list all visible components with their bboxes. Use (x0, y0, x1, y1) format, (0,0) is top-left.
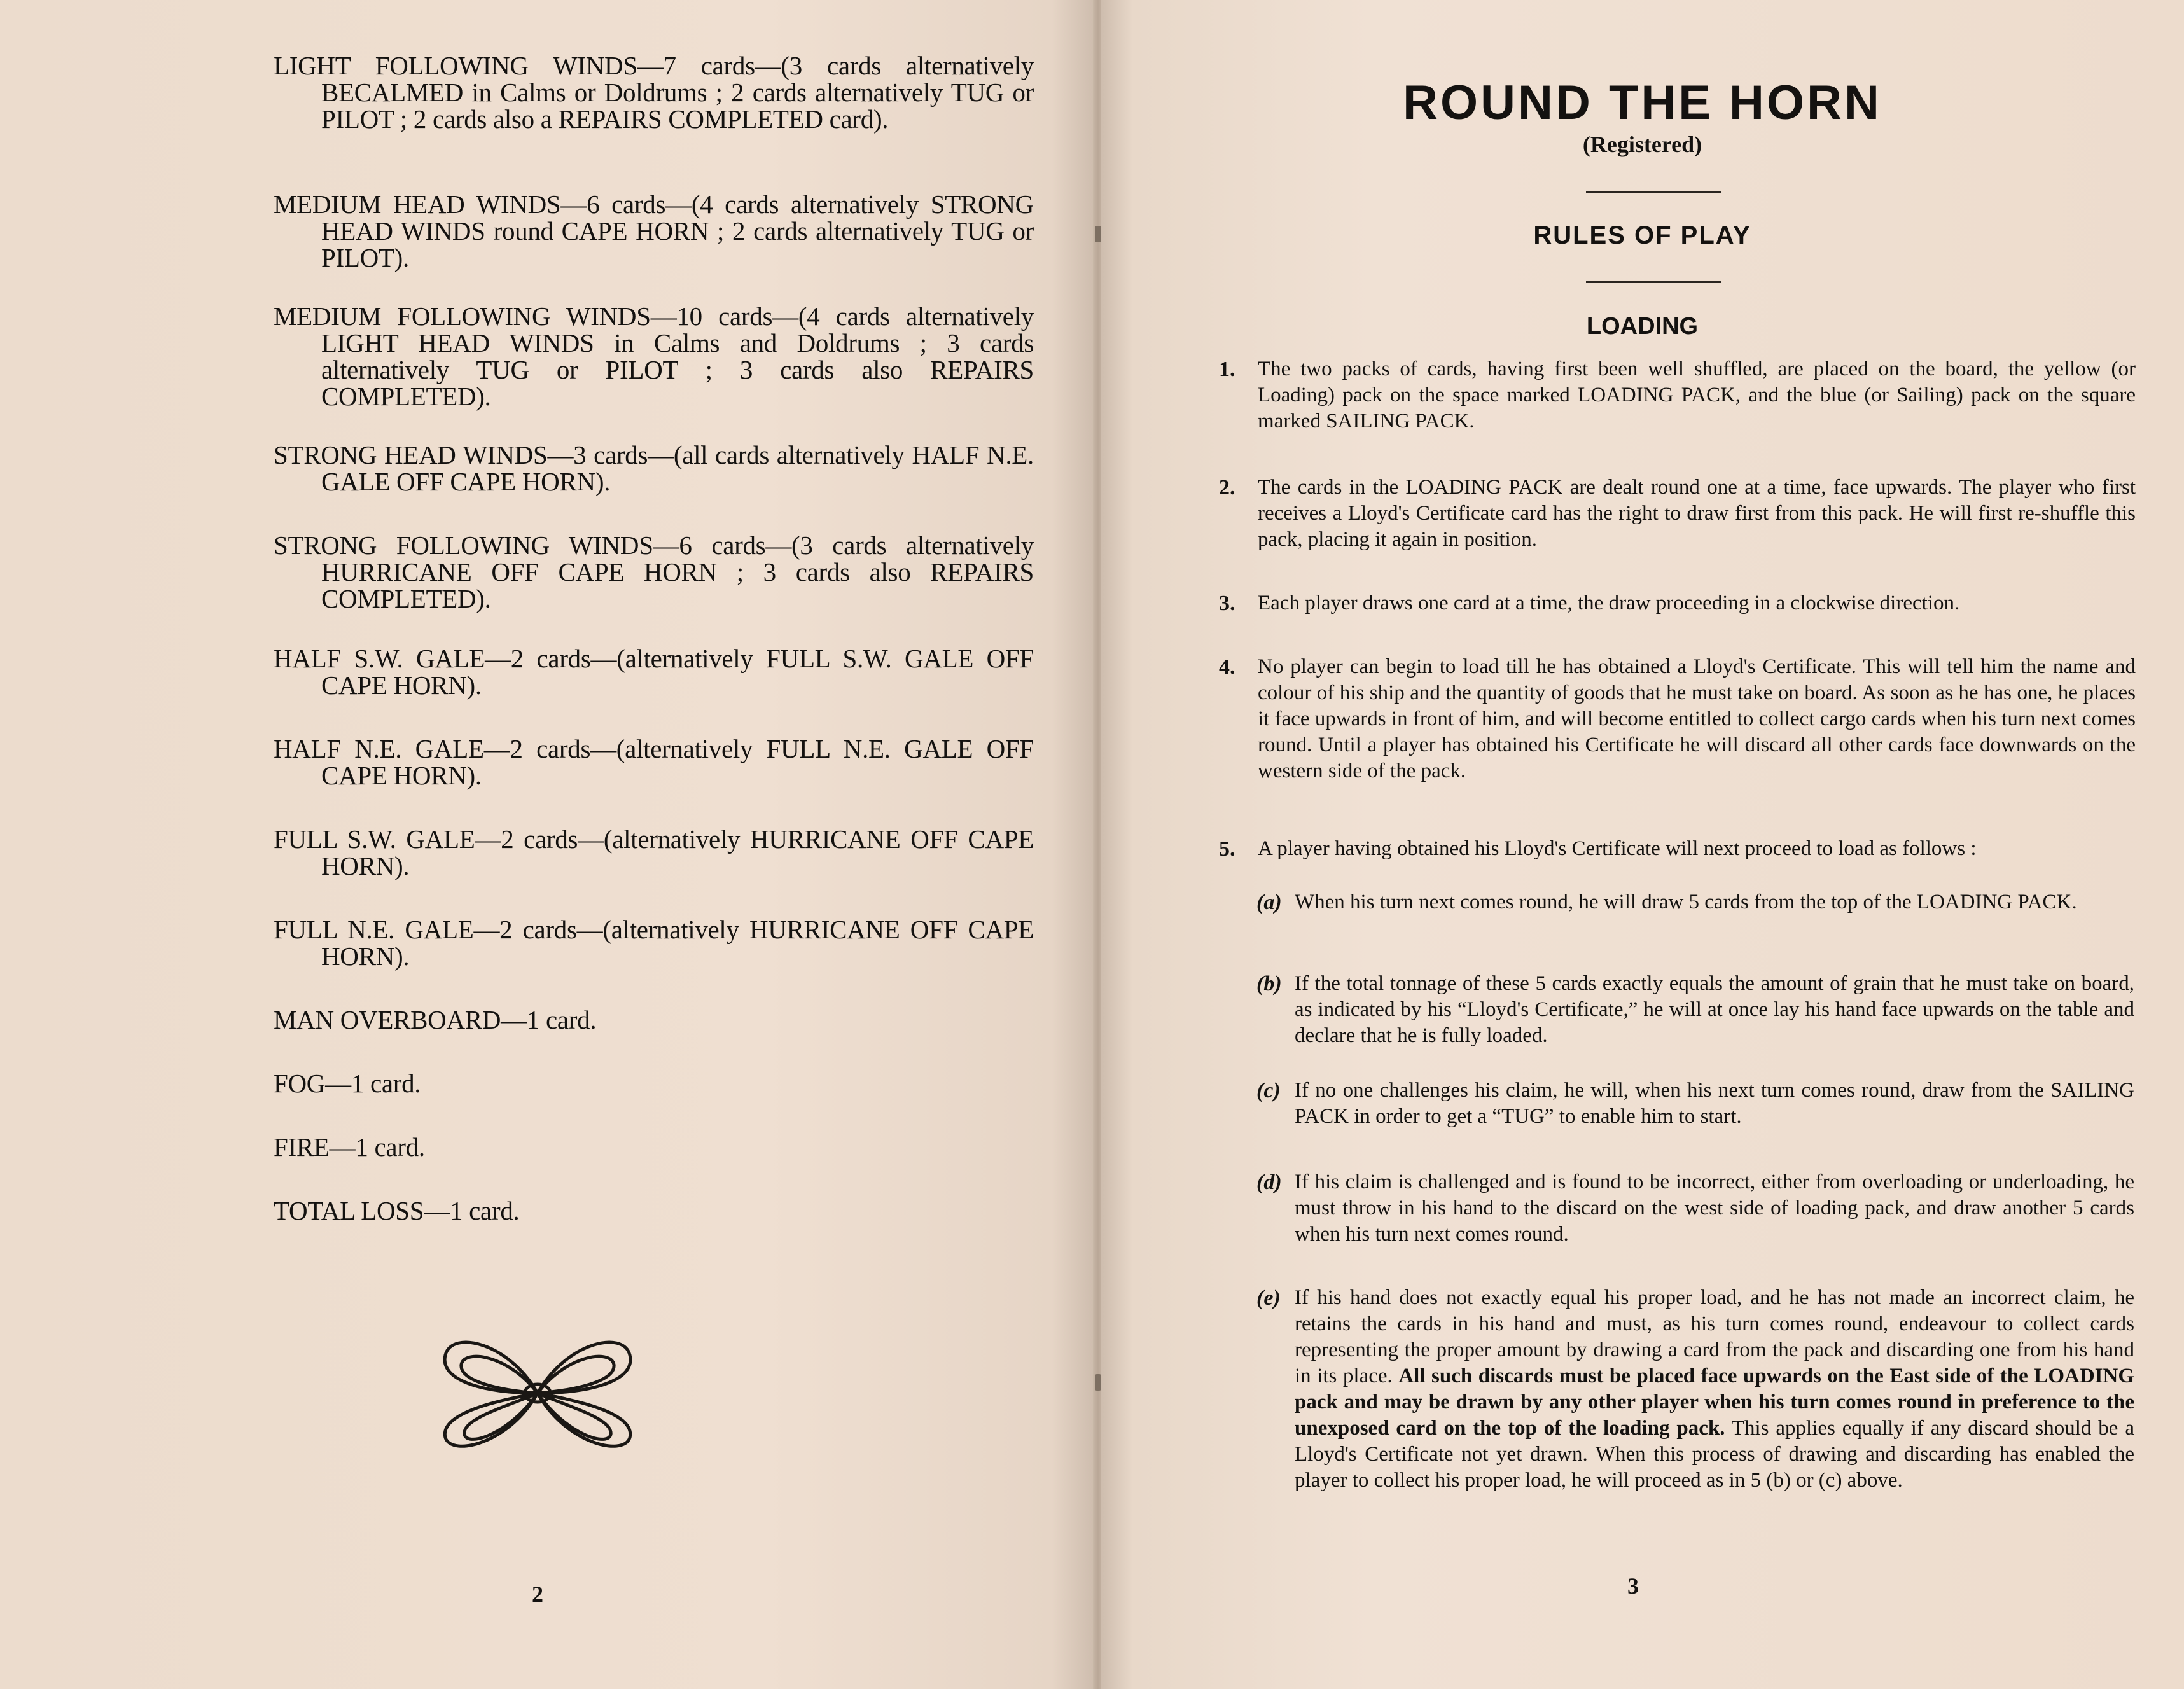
subrule-text-bold: All such discards must be placed face upwards on the East side of the LOADING pack and may be drawn by any other player when his turn comes round in preference to the unexposed card on the top of the loading pack. (1295, 1365, 2134, 1440)
subrule-label: (a) (1256, 891, 1282, 914)
subrule-text-start: If his hand does not exactly equal his proper load, and he has not made an incorrect claim, he retains the cards in his hand and must, as his turn comes round, endeavour to collect cards representing the proper amount by drawing a card from the pack and discarding one from his hand in its place. (1295, 1286, 2134, 1387)
rule-number: 5. (1219, 837, 1235, 861)
subrule-text: When his turn next comes round, he will draw 5 cards from the top of the LOADING PACK. (1295, 891, 2077, 914)
list-item: MAN OVERBOARD—1 card. (274, 1005, 597, 1034)
subrule-text: If the total tonnage of these 5 cards exactly equals the amount of grain that he must take on board, as indicated by his “Lloyd's Certificate,” he will at once lay his hand face upwards on the table and declare that he is fully loaded. (1295, 972, 2134, 1047)
list-item: FIRE—1 card. (274, 1132, 425, 1162)
divider (1586, 281, 1721, 283)
list-item: HALF S.W. GALE—2 cards—(alternatively FULL S.W. GALE OFF CAPE HORN). (274, 644, 1034, 700)
rule-text: No player can begin to load till he has obtained a Lloyd's Certificate. This will tell him the name and colour of his ship and the quantity of goods that he must take on board. As soon as he has one, he places it face upwards in front of him, and will become entitled to collect cargo cards when his turn next comes round. Until a player has obtained his Certificate he will discard all other cards face downwards on the western side of the pack. (1258, 655, 2136, 782)
list-item: LIGHT FOLLOWING WINDS—7 cards—(3 cards alternatively BECALMED in Calms or Doldrums ; 2 cards alternatively TUG or PILOT ; 2 cards also a REPAIRS COMPLETED card). (274, 51, 1034, 134)
subrule-text (1295, 1285, 2134, 1494)
list-item: FULL S.W. GALE—2 cards—(alternatively HURRICANE OFF CAPE HORN). (274, 824, 1034, 880)
rule-number: 2. (1219, 476, 1235, 499)
subrule-label: (c) (1256, 1079, 1281, 1102)
rule-text: A player having obtained his Lloyd's Certificate will next proceed to load as follows : (1258, 837, 1977, 860)
subrule-label: (e) (1256, 1286, 1281, 1310)
subrule-text-end: This applies equally if any discard should be a Lloyd's Certificate not yet drawn. When this process of drawing and discarding has enabled the player to collect his proper load, he will proceed as in 5 (b) or (c) above. (1295, 1417, 2134, 1492)
registered-note: (Registered) (1582, 132, 1702, 157)
page-number: 2 (532, 1581, 543, 1607)
list-item: STRONG HEAD WINDS—3 cards—(all cards alternatively HALF N.E. GALE OFF CAPE HORN). (274, 440, 1034, 496)
subsection-heading: LOADING (1586, 313, 1699, 340)
list-item: HALF N.E. GALE—2 cards—(alternatively FULL N.E. GALE OFF CAPE HORN). (274, 734, 1034, 790)
bow-ornament-icon (433, 1330, 643, 1457)
list-item: TOTAL LOSS—1 card. (274, 1196, 520, 1225)
list-item: STRONG FOLLOWING WINDS—6 cards—(3 cards alternatively HURRICANE OFF CAPE HORN ; 3 cards also REPAIRS COMPLETED). (274, 531, 1034, 613)
list-item: MEDIUM HEAD WINDS—6 cards—(4 cards alternatively STRONG HEAD WINDS round CAPE HORN ; 2 cards alternatively TUG or PILOT). (274, 190, 1034, 272)
list-item: FOG—1 card. (274, 1069, 421, 1098)
list-item: MEDIUM FOLLOWING WINDS—10 cards—(4 cards alternatively LIGHT HEAD WINDS in Calms and Doldrums ; 3 cards alternatively TUG or PILOT ; 3 cards also REPAIRS COMPLETED). (274, 302, 1034, 411)
divider (1586, 191, 1721, 193)
list-item: FULL N.E. GALE—2 cards—(alternatively HURRICANE OFF CAPE HORN). (274, 915, 1034, 971)
rule-number: 3. (1219, 592, 1235, 615)
right-page (1101, 0, 2184, 1689)
page-number: 3 (1627, 1573, 1639, 1599)
section-heading: RULES OF PLAY (1533, 221, 1751, 249)
subrule-label: (d) (1256, 1171, 1282, 1194)
page-title: ROUND THE HORN (1403, 76, 1882, 130)
rule-text: Each player draws one card at a time, the draw proceeding in a clockwise direction. (1258, 592, 1960, 615)
rule-number: 4. (1219, 655, 1235, 679)
subrule-text: If no one challenges his claim, he will, when his next turn comes round, draw from the SAILING PACK in order to get a “TUG” to enable him to start. (1295, 1079, 2134, 1128)
subrule-text: If his claim is challenged and is found to be incorrect, either from overloading or underloading, he must throw in his hand to the discard on the west side of loading pack, and draw another 5 cards when his turn next comes round. (1295, 1171, 2134, 1246)
subrule-label: (b) (1256, 972, 1282, 996)
rule-text: The cards in the LOADING PACK are dealt round one at a time, face upwards. The player who first receives a Lloyd's Certificate card has the right to draw first from this pack. He will first re-shuffle this pack, placing it again in position. (1258, 476, 2136, 551)
rule-text: The two packs of cards, having first been well shuffled, are placed on the board, the yellow (or Loading) pack on the space marked LOADING PACK, and the blue (or Sailing) pack on the square marked SAILING PACK. (1258, 358, 2136, 433)
rule-number: 1. (1219, 358, 1235, 381)
